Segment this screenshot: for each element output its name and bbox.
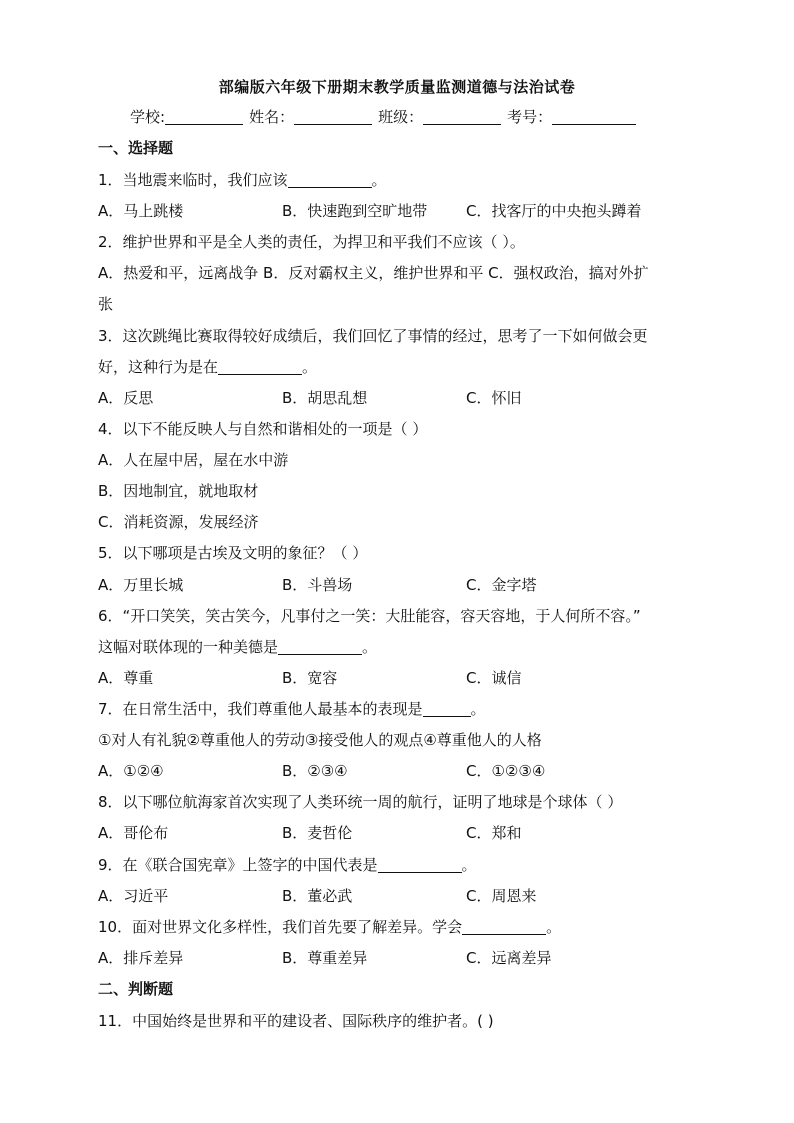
question-1-stem: 1．当地震来临时，我们应该 (98, 171, 288, 189)
question-3-blank[interactable] (218, 360, 302, 375)
question-7-tail: 。 (470, 700, 486, 718)
question-10-blank[interactable] (462, 920, 546, 935)
question-9-option-b[interactable]: B．董必武 (282, 887, 353, 905)
question-7-option-a[interactable]: A．①②④ (98, 762, 164, 780)
question-6-tail: 。 (362, 638, 378, 656)
class-blank[interactable] (423, 110, 501, 125)
question-2-options-wrap: 张 (98, 295, 114, 313)
name-blank[interactable] (294, 110, 372, 125)
question-1-tail: 。 (371, 171, 387, 189)
question-9-blank[interactable] (378, 858, 462, 873)
question-7-option-c[interactable]: C．①②③④ (466, 762, 546, 780)
question-7-blank[interactable] (423, 702, 471, 717)
question-6-stem-line2: 这幅对联体现的一种美德是 (98, 638, 279, 656)
question-5-stem: 5．以下哪项是古埃及文明的象征？（ ） (98, 544, 368, 562)
question-10-option-a[interactable]: A．排斥差异 (98, 949, 184, 967)
question-10-stem: 10．面对世界文化多样性，我们首先要了解差异。学会 (98, 918, 463, 936)
question-4-option-b[interactable]: B．因地制宜，就地取材 (98, 482, 259, 500)
question-3-option-b[interactable]: B．胡思乱想 (282, 389, 368, 407)
question-10-option-c[interactable]: C．远离差异 (466, 949, 552, 967)
question-5-option-b[interactable]: B．斗兽场 (282, 576, 353, 594)
question-3-stem-cont (98, 357, 317, 377)
class-label: 班级： (378, 108, 424, 126)
name-label: 姓名： (249, 108, 295, 126)
question-7 (98, 699, 486, 719)
question-6-stem: 6．“开口笑笑，笑古笑今，凡事付之一笑：大肚能容，容天容地，于人何所不容。” (98, 607, 641, 625)
exam-number-blank[interactable] (552, 110, 636, 125)
question-10 (98, 917, 561, 937)
question-6-blank[interactable] (278, 640, 362, 655)
question-1-blank[interactable] (288, 173, 372, 188)
exam-number-label: 考号： (507, 108, 553, 126)
question-6-option-b[interactable]: B．宽容 (282, 669, 338, 687)
question-8-stem: 8．以下哪位航海家首次实现了人类环统一周的航行，证明了地球是个球体（ ） (98, 793, 623, 811)
question-7-stem: 7．在日常生活中，我们尊重他人最基本的表现是 (98, 700, 423, 718)
question-2-stem: 2．维护世界和平是全人类的责任，为捍卫和平我们不应该（ ）。 (98, 233, 525, 251)
question-1-option-c[interactable]: C．找客厅的中央抱头蹲着 (466, 202, 642, 220)
question-2-options[interactable]: A．热爱和平，远离战争 B．反对霸权主义，维护世界和平 C．强权政治，搞对外扩 (98, 264, 649, 282)
question-1 (98, 170, 387, 190)
school-blank[interactable] (165, 110, 243, 125)
question-6-option-c[interactable]: C．诚信 (466, 669, 522, 687)
question-3-stem: 3．这次跳绳比赛取得较好成绩后，我们回忆了事情的经过，思考了一下如何做会更 (98, 327, 648, 345)
question-6-option-a[interactable]: A．尊重 (98, 669, 154, 687)
question-10-option-b[interactable]: B．尊重差异 (282, 949, 368, 967)
question-8-option-b[interactable]: B．麦哲伦 (282, 824, 353, 842)
school-label: 学校: (130, 108, 166, 126)
exam-title: 部编版六年级下册期末教学质量监测道德与法治试卷 (218, 78, 576, 96)
question-3-stem-line2: 好，这种行为是在 (98, 358, 219, 376)
question-5-option-a[interactable]: A．万里长城 (98, 576, 184, 594)
question-8-option-a[interactable]: A．哥伦布 (98, 824, 169, 842)
student-info-row (130, 106, 636, 127)
question-8-option-c[interactable]: C．郑和 (466, 824, 522, 842)
question-4-stem: 4．以下不能反映人与自然和谐相处的一项是（ ） (98, 420, 428, 438)
question-10-tail: 。 (546, 918, 562, 936)
question-9-option-a[interactable]: A．习近平 (98, 887, 169, 905)
question-5-option-c[interactable]: C．金字塔 (466, 576, 537, 594)
section-choice-heading: 一、选择题 (98, 139, 174, 157)
question-1-option-b[interactable]: B．快速跑到空旷地带 (282, 202, 428, 220)
question-9-stem: 9．在《联合国宪章》上签字的中国代表是 (98, 856, 378, 874)
section-judge-heading: 二、判断题 (98, 980, 174, 998)
question-9-tail: 。 (461, 856, 477, 874)
question-3-option-c[interactable]: C．怀旧 (466, 389, 522, 407)
question-3-tail: 。 (302, 358, 318, 376)
question-9-option-c[interactable]: C．周恩来 (466, 887, 537, 905)
question-7-statements: ①对人有礼貌②尊重他人的劳动③接受他人的观点④尊重他人的人格 (98, 731, 542, 749)
question-1-option-a[interactable]: A．马上跳楼 (98, 202, 184, 220)
question-3-option-a[interactable]: A．反思 (98, 389, 154, 407)
question-6-stem-cont (98, 637, 377, 657)
question-7-option-b[interactable]: B．②③④ (282, 762, 348, 780)
question-4-option-a[interactable]: A．人在屋中居，屋在水中游 (98, 451, 289, 469)
question-11-stem[interactable]: 11．中国始终是世界和平的建设者、国际秩序的维护者。( ) (98, 1012, 494, 1030)
question-4-option-c[interactable]: C．消耗资源，发展经济 (98, 513, 259, 531)
question-9 (98, 855, 477, 875)
